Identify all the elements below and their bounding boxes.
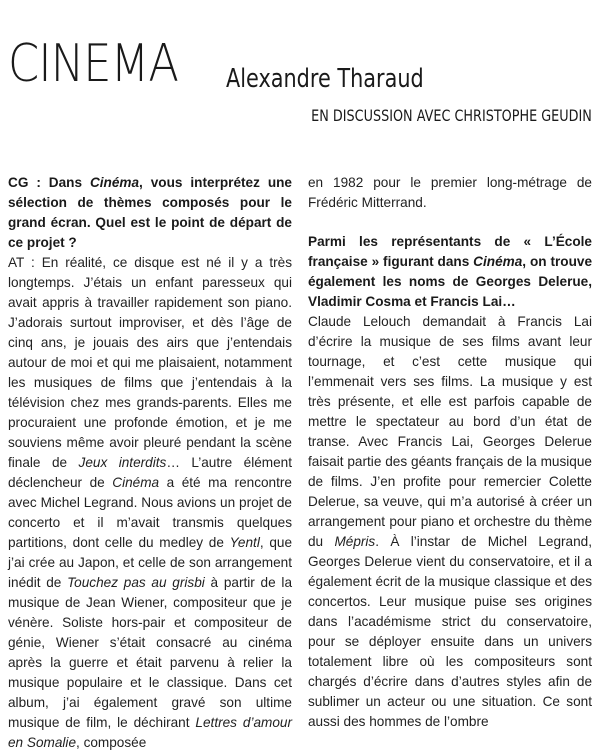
answer-1-emphasis: Cinéma (112, 475, 160, 490)
question-2-text: Parmi les représentants de « L’École française » figurant dans (308, 234, 592, 269)
question-2 (308, 232, 592, 312)
answer-1 (8, 253, 292, 753)
page-title: CINEMA (8, 34, 179, 94)
answer-2-emphasis: Mépris (334, 534, 376, 549)
question-1-text-rest: , vous interprétez une sélection de thèmes composés pour le grand écran. Quel est le point de départ de ce projet ? (8, 175, 292, 250)
answer-1-emphasis: Yentl (229, 535, 260, 550)
answer-2-text-rest: . À l’instar de Michel Legrand, Georges Delerue vient du conservatoire, et il a également écrit de la musique classique et des concertos. Leur musique puise ses origines dans l’académisme strict du conservatoire, pour se déployer ensuite dans un univers totalement libre où les compositeurs sont chargés d’écrire dans d’autres styles afin de sublimer un acteur ou une situation. Ce sont aussi des hommes de l’ombre (308, 534, 592, 729)
question-1-emphasis: Cinéma (89, 175, 140, 190)
question-2-text-rest: , on trouve également les noms de Georges Delerue, Vladimir Cosma et Francis Lai… (308, 254, 593, 309)
answer-2-text: Claude Lelouch demandait à Francis Lai d’écrire la musique de ses films avant leur tournage, et c’est cette musique qui l’emmenait vers ses films. La musique y est très présente, et elle est parfois capable de mettre le spectateur au bord d’un état de transe. Avec Francis Lai, Georges Delerue faisait partie des géants français de la musique de films. J’en profite pour remercier Colette Delerue, sa veuve, qui m’a autorisé à créer un arrangement pour piano et orchestre du thème du (308, 314, 592, 549)
answer-1-text: , composée (76, 735, 147, 750)
question-1 (8, 173, 292, 253)
answer-1-text: … L’autre élément déclencheur de (8, 455, 293, 490)
answer-1-text: à partir de la musique de Jean Wiener, compositeur que je vénère. Soliste hors-pair et compositeur de génie, Wiener s’était consacré au cinéma après la guerre et était parvenu à relier la musique populaire et le classique. Dans cet album, j’ai également gravé son ultime musique de film, le déchirant (8, 575, 293, 730)
answer-1-text: , que j’ai crée au Japon, et celle de son arrangement inédit de (8, 535, 292, 590)
answer-2 (308, 312, 592, 732)
question-1-text: CG : Dans (8, 175, 90, 190)
answer-1-emphasis: Lettres d’amour en Somalie (8, 715, 292, 750)
paragraph-gap (308, 213, 592, 232)
answer-1-text: AT : En réalité, ce disque est né il y a très longtemps. J’étais un enfant paresseux qui avait appris à travailler rapidement son piano. J’adorais surtout improviser, et dès l’âge de cinq ans, je jouais des airs que j’entendais autour de moi et qui me plaisaient, notamment les musiques de films que j’entendais à la télévision chez mes grands-parents. Elles me procuraient une profonde émotion, et je me souviens même avoir pleuré pendant la scène finale de (8, 255, 292, 470)
interview-subtitle: EN DISCUSSION AVEC CHRISTOPHE GEUDIN (311, 106, 592, 125)
answer-1-continued: en 1982 pour le premier long-métrage de Frédéric Mitterrand. (308, 175, 592, 210)
answer-1-text: a été ma rencontre avec Michel Legrand. Nous avions un projet de concerto et il m’avait transmis quelques partitions, dont celle du medley de (8, 475, 292, 550)
question-2-emphasis: Cinéma (473, 254, 523, 269)
left-column (8, 173, 292, 753)
answer-1-emphasis: Jeux interdits (78, 455, 167, 470)
artist-name: Alexandre Tharaud (226, 64, 424, 94)
right-column (308, 173, 592, 732)
answer-1-emphasis: Touchez pas au grisbi (67, 575, 205, 590)
